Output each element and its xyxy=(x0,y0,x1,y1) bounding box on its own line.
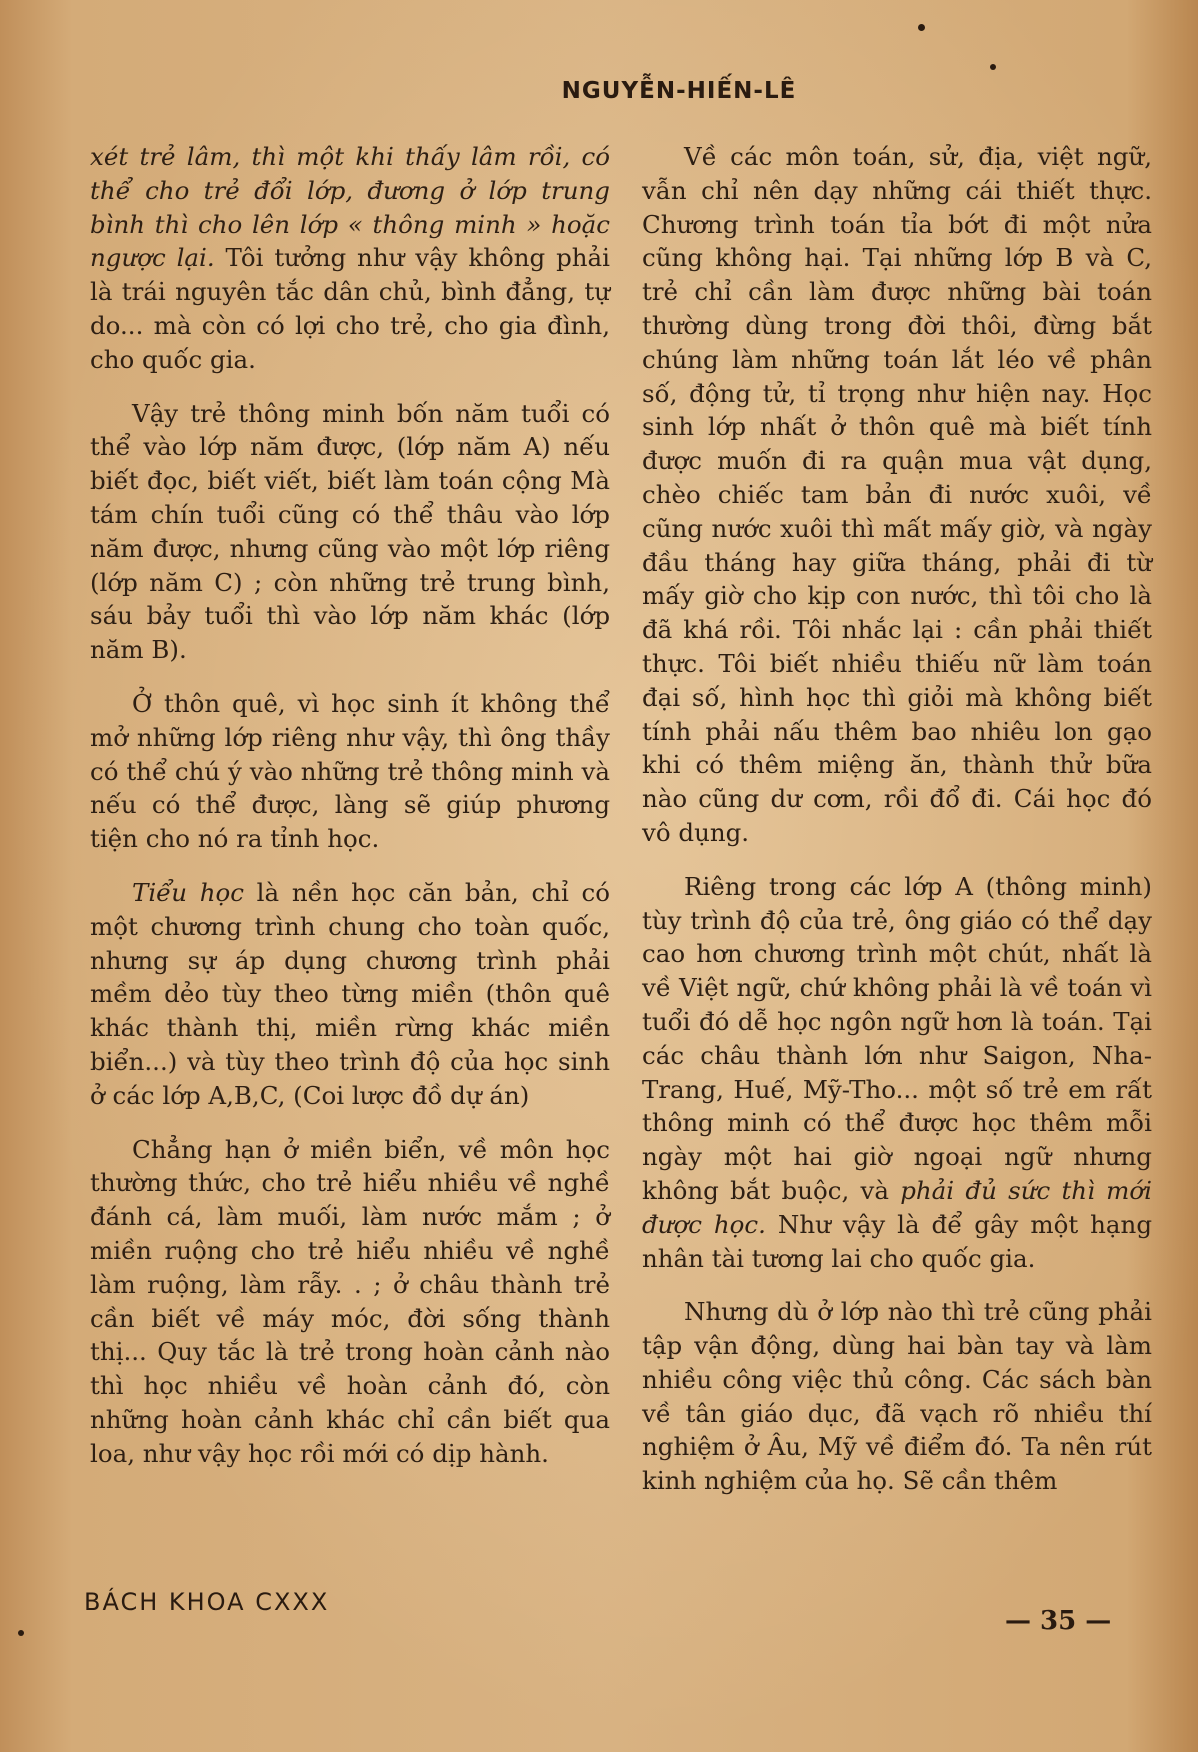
page-number: — 35 — xyxy=(1005,1606,1112,1636)
paragraph xyxy=(90,876,610,1113)
left-column xyxy=(90,140,610,1490)
paragraph xyxy=(90,140,610,377)
ink-speck xyxy=(990,64,996,70)
paragraph: Nhưng dù ở lớp nào thì trẻ cũng phải tập vận động, dùng hai bàn tay và làm nhiều công việc thủ công. Các sách bàn về tân giáo dục, đã vạch rõ nhiều thí nghiệm ở Âu, Mỹ về điểm đó. Ta nên rút kinh nghiệm của họ. Sẽ cần thêm xyxy=(642,1297,1152,1496)
paragraph: Vậy trẻ thông minh bốn năm tuổi có thể vào lớp năm được, (lớp năm A) nếu biết đọc, biết viết, biết làm toán cộng Mà tám chín tuổi cũng có thể thâu vào lớp năm được, nhưng cũng vào một lớp riêng (lớp năm C) ; còn những trẻ trung bình, sáu bảy tuổi thì vào lớp năm khác (lớp năm B). xyxy=(90,398,610,665)
paragraph-text: là nền học căn bản, chỉ có một chương trình chung cho toàn quốc, nhưng sự áp dụng chương trình phải mềm dẻo tùy theo từng miền (thôn quê khác thành thị, miền rừng khác miền biển...) và tùy theo trình độ của học sinh ở các lớp A,B,C, (Coi lược đồ dự án) xyxy=(90,877,610,1110)
right-column xyxy=(642,140,1152,1518)
paragraph: Ở thôn quê, vì học sinh ít không thể mở những lớp riêng như vậy, thì ông thầy có thể chú ý vào những trẻ thông minh và nếu có thể được, làng sẽ giúp phương tiện cho nó ra tỉnh học. xyxy=(90,688,610,854)
magazine-title: BÁCH KHOA CXXX xyxy=(84,1588,330,1616)
italic-text: phải đủ sức thì mới được học. xyxy=(642,1175,1153,1239)
author-name: NGUYỄN-HIẾN-LÊ xyxy=(561,78,797,104)
ink-speck xyxy=(918,24,925,31)
paragraph-text: Tôi tưởng như vậy không phải là trái nguyên tắc dân chủ, bình đẳng, tự do... mà còn có lợi cho trẻ, cho gia đình, cho quốc gia. xyxy=(90,243,610,374)
running-header xyxy=(0,78,1198,104)
italic-text: xét trẻ lâm, thì một khi thấy lâm rồi, có thể cho trẻ đổi lớp, đương ở lớp trung bình thì cho lên lớp « thông minh » hoặc ngược lại. xyxy=(90,142,610,273)
paragraph-text: Như vậy là để gây một hạng nhân tài tương lai cho quốc gia. xyxy=(642,1209,1153,1273)
paragraph: Chẳng hạn ở miền biển, về môn học thường thức, cho trẻ hiểu nhiều về nghề đánh cá, làm muối, làm nước mắm ; ở miền ruộng cho trẻ hiểu nhiều về nghề làm ruộng, làm rẫy. . ; ở châu thành trẻ cần biết về máy móc, đời sống thành thị... Quy tắc là trẻ trong hoàn cảnh nào thì học nhiều về hoàn cảnh đó, còn những hoàn cảnh khác chỉ cần biết qua loa, như vậy học rồi mới có dịp hành. xyxy=(90,1134,610,1468)
italic-text: Tiểu học xyxy=(132,877,244,907)
ink-speck xyxy=(18,1630,24,1636)
paragraph xyxy=(642,870,1152,1276)
paragraph-text: Riêng trong các lớp A (thông minh) tùy trình độ của trẻ, ông giáo có thể dạy cao hơn chương trình một chút, nhất là về Việt ngữ, chứ không phải là về toán vì tuổi đó dễ học ngôn ngữ hơn là toán. Tại các châu thành lớn như Saigon, Nha-Trang, Huế, Mỹ-Tho... một số trẻ em rất thông minh có thể được học thêm mỗi ngày một hai giờ ngoại ngữ nhưng không bắt buộc, và xyxy=(642,871,1152,1205)
paragraph: Về các môn toán, sử, địa, việt ngữ, vẫn chỉ nên dạy những cái thiết thực. Chương trình toán tỉa bớt đi một nửa cũng không hại. Tại những lớp B và C, trẻ chỉ cần làm được những bài toán thường dùng trong đời thôi, đừng bắt chúng làm những toán lắt léo về phân số, động tử, tỉ trọng như hiện nay. Học sinh lớp nhất ở thôn quê mà biết tính được muốn đi ra quận mua vật dụng, chèo chiếc tam bản đi nước xuôi, về cũng nước xuôi thì mất mấy giờ, và ngày đầu tháng hay giữa tháng, phải đi từ mấy giờ cho kịp con nước, thì tôi cho là đã khá rồi. Tôi nhắc lại : cần phải thiết thực. Tôi biết nhiều thiếu nữ làm toán đại số, hình học thì giỏi mà không biết tính phải nấu thêm bao nhiêu lon gạo khi có thêm miệng ăn, thành thử bữa nào cũng dư cơm, rồi đổ đi. Cái học đó vô dụng. xyxy=(642,142,1152,847)
